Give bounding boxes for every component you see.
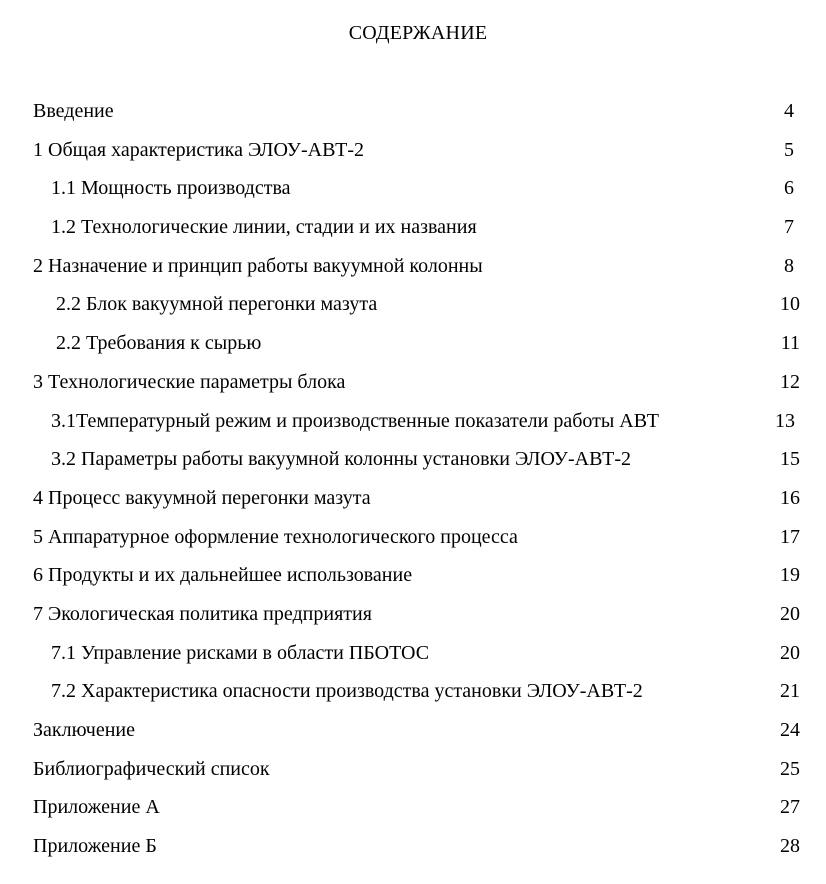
toc-entry-text: 2.2 Требования к сырью bbox=[56, 332, 262, 355]
toc-entry-page: 13 bbox=[775, 409, 795, 432]
toc-entry-text: 1.1 Мощность производства bbox=[51, 177, 291, 200]
toc-entry-1-1[interactable] bbox=[0, 174, 826, 213]
toc-entry-text: 7 Экологическая политика предприятия bbox=[33, 602, 372, 625]
toc-entry-page: 6 bbox=[784, 177, 794, 200]
toc-entry-page: 8 bbox=[784, 254, 794, 277]
toc-entry-1-2[interactable] bbox=[0, 213, 826, 252]
toc-entry-text: 3 Технологические параметры блока bbox=[33, 370, 346, 393]
toc-entry-conclusion[interactable] bbox=[0, 716, 826, 755]
toc-entry-introduction[interactable] bbox=[0, 97, 826, 136]
toc-entry-text: 3.2 Параметры работы вакуумной колонны установки ЭЛОУ-АВТ-2 bbox=[51, 448, 632, 471]
toc-entry-2-2b[interactable] bbox=[0, 329, 826, 368]
toc-entry-page: 21 bbox=[780, 680, 800, 703]
toc-entry-page: 16 bbox=[780, 486, 800, 509]
toc-entry-page: 12 bbox=[780, 370, 800, 393]
toc-entry-page: 7 bbox=[784, 216, 794, 239]
toc-entry-text: Введение bbox=[33, 100, 114, 122]
toc-entry-3-1[interactable] bbox=[0, 407, 826, 446]
toc-entry-6[interactable] bbox=[0, 561, 826, 600]
toc-entry-3-2[interactable] bbox=[0, 445, 826, 484]
toc-entry-page: 20 bbox=[780, 641, 800, 664]
toc-entry-text: 1.2 Технологические линии, стадии и их названия bbox=[51, 216, 477, 239]
toc-entry-2[interactable] bbox=[0, 252, 826, 291]
toc-entry-page: 27 bbox=[780, 796, 800, 819]
toc-entry-2-2a[interactable] bbox=[0, 290, 826, 329]
toc-entry-5[interactable] bbox=[0, 523, 826, 562]
toc-entry-page: 4 bbox=[784, 100, 794, 122]
table-of-contents bbox=[0, 97, 826, 871]
toc-entry-7-2[interactable] bbox=[0, 677, 826, 716]
toc-entry-text: 1 Общая характеристика ЭЛОУ-АВТ-2 bbox=[33, 138, 365, 161]
toc-entry-text: Приложение Б bbox=[33, 835, 157, 858]
toc-entry-page: 28 bbox=[780, 835, 800, 858]
toc-entry-page: 17 bbox=[780, 525, 800, 548]
page-title: СОДЕРЖАНИЕ bbox=[348, 22, 488, 44]
toc-entry-page: 5 bbox=[784, 138, 794, 161]
toc-entry-bibliography[interactable] bbox=[0, 755, 826, 794]
toc-entry-page: 19 bbox=[780, 564, 800, 587]
toc-entry-text: Библиографический список bbox=[33, 757, 270, 780]
toc-entry-text: 2.2 Блок вакуумной перегонки мазута bbox=[56, 293, 378, 316]
toc-entry-text: 7.2 Характеристика опасности производства установки ЭЛОУ-АВТ-2 bbox=[51, 680, 643, 703]
toc-entry-page: 20 bbox=[780, 602, 800, 625]
toc-entry-appendix-a[interactable] bbox=[0, 793, 826, 832]
toc-entry-text: Заключение bbox=[33, 719, 135, 741]
toc-entry-text: 3.1Температурный режим и производственные показатели работы АВТ bbox=[51, 409, 660, 432]
toc-entry-appendix-b[interactable] bbox=[0, 832, 826, 871]
toc-entry-page: 24 bbox=[780, 719, 800, 741]
toc-entry-text: 5 Аппаратурное оформление технологического процесса bbox=[33, 525, 518, 548]
toc-entry-1[interactable] bbox=[0, 136, 826, 175]
toc-entry-text: 6 Продукты и их дальнейшее использование bbox=[33, 564, 413, 587]
toc-entry-3[interactable] bbox=[0, 368, 826, 407]
toc-entry-page: 25 bbox=[780, 757, 800, 780]
toc-entry-7[interactable] bbox=[0, 600, 826, 639]
toc-entry-page: 15 bbox=[780, 448, 800, 471]
toc-entry-text: 7.1 Управление рисками в области ПБОТОС bbox=[51, 641, 430, 664]
toc-entry-text: 2 Назначение и принцип работы вакуумной колонны bbox=[33, 254, 483, 277]
toc-entry-text: 4 Процесс вакуумной перегонки мазута bbox=[33, 486, 371, 509]
toc-entry-text: Приложение А bbox=[33, 796, 160, 819]
toc-entry-4[interactable] bbox=[0, 484, 826, 523]
toc-entry-page: 11 bbox=[780, 332, 800, 355]
toc-entry-7-1[interactable] bbox=[0, 639, 826, 678]
toc-entry-page: 10 bbox=[780, 293, 800, 316]
